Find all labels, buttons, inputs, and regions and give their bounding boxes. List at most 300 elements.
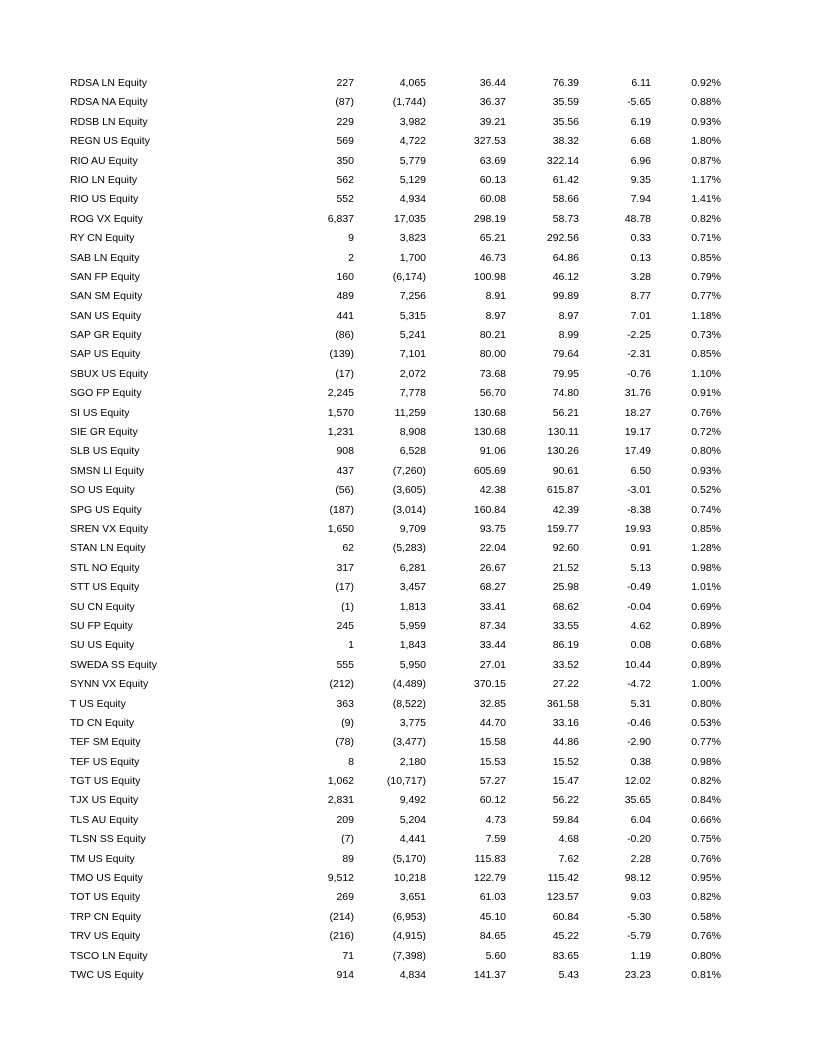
value-cell: 7.01	[630, 309, 651, 322]
ticker-cell: SREN VX Equity	[70, 522, 149, 535]
table-row	[0, 93, 816, 112]
value-cell: 71	[342, 949, 354, 962]
ticker-cell: SAP GR Equity	[70, 329, 142, 342]
value-cell: 80.00	[479, 348, 506, 361]
ticker-cell: STL NO Equity	[70, 561, 140, 574]
value-cell: 4,834	[399, 968, 426, 981]
value-cell: 33.41	[479, 600, 506, 613]
value-cell: 10.44	[624, 658, 651, 671]
value-cell: 0.74%	[691, 503, 721, 516]
value-cell: 441	[336, 309, 354, 322]
value-cell: 6.19	[630, 115, 651, 128]
value-cell: 32.85	[479, 697, 506, 710]
value-cell: 123.57	[546, 891, 579, 904]
table-row	[0, 869, 816, 888]
value-cell: 130.26	[546, 445, 579, 458]
value-cell: 48.78	[624, 212, 651, 225]
table-row	[0, 384, 816, 403]
value-cell: 0.89%	[691, 619, 721, 632]
value-cell: 1.28%	[691, 542, 721, 555]
table-row	[0, 287, 816, 306]
value-cell: -5.79	[627, 930, 651, 943]
value-cell: 0.33	[630, 232, 651, 245]
value-cell: 25.98	[552, 581, 579, 594]
value-cell: 9,512	[327, 872, 354, 885]
value-cell: 0.77%	[691, 290, 721, 303]
value-cell: 0.75%	[691, 833, 721, 846]
value-cell: 12.02	[624, 775, 651, 788]
value-cell: 59.84	[552, 813, 579, 826]
value-cell: 0.77%	[691, 736, 721, 749]
table-row	[0, 695, 816, 714]
value-cell: 4.62	[630, 619, 651, 632]
value-cell: 5,241	[399, 329, 426, 342]
value-cell: 68.27	[479, 581, 506, 594]
value-cell: 0.79%	[691, 270, 721, 283]
value-cell: (17)	[335, 367, 354, 380]
value-cell: 1,700	[399, 251, 426, 264]
value-cell: 2,072	[399, 367, 426, 380]
ticker-cell: RY CN Equity	[70, 232, 135, 245]
value-cell: 1,813	[399, 600, 426, 613]
value-cell: (139)	[329, 348, 354, 361]
value-cell: 27.01	[479, 658, 506, 671]
value-cell: 0.89%	[691, 658, 721, 671]
table-row	[0, 365, 816, 384]
value-cell: -5.30	[627, 910, 651, 923]
value-cell: 4,441	[399, 833, 426, 846]
table-row	[0, 656, 816, 675]
value-cell: -0.04	[627, 600, 651, 613]
value-cell: (10,717)	[386, 775, 426, 788]
table-row	[0, 210, 816, 229]
value-cell: 2,245	[327, 387, 354, 400]
value-cell: 0.95%	[691, 872, 721, 885]
value-cell: (17)	[335, 581, 354, 594]
table-row	[0, 947, 816, 966]
value-cell: 122.79	[473, 872, 506, 885]
value-cell: 1.80%	[691, 135, 721, 148]
value-cell: 5,950	[399, 658, 426, 671]
table-row	[0, 481, 816, 500]
value-cell: 63.69	[479, 154, 506, 167]
value-cell: 73.68	[479, 367, 506, 380]
value-cell: 79.64	[552, 348, 579, 361]
value-cell: 562	[336, 173, 354, 186]
ticker-cell: TGT US Equity	[70, 775, 141, 788]
value-cell: -2.31	[627, 348, 651, 361]
table-row	[0, 908, 816, 927]
table-row	[0, 268, 816, 287]
value-cell: 292.56	[546, 232, 579, 245]
value-cell: 908	[336, 445, 354, 458]
value-cell: 86.19	[552, 639, 579, 652]
value-cell: 17,035	[393, 212, 426, 225]
value-cell: 9	[348, 232, 354, 245]
value-cell: (1,744)	[392, 96, 426, 109]
value-cell: 9.03	[630, 891, 651, 904]
value-cell: 33.52	[552, 658, 579, 671]
value-cell: 8.97	[485, 309, 506, 322]
value-cell: 98.12	[624, 872, 651, 885]
value-cell: 7.59	[485, 833, 506, 846]
value-cell: 0.88%	[691, 96, 721, 109]
table-row	[0, 772, 816, 791]
value-cell: 5,129	[399, 173, 426, 186]
value-cell: 19.93	[624, 522, 651, 535]
value-cell: 4,934	[399, 193, 426, 206]
value-cell: 0.13	[630, 251, 651, 264]
value-cell: 1.01%	[691, 581, 721, 594]
value-cell: (56)	[335, 484, 354, 497]
value-cell: 4.73	[485, 813, 506, 826]
ticker-cell: TMO US Equity	[70, 872, 143, 885]
value-cell: 1,231	[327, 426, 354, 439]
value-cell: 0.38	[630, 755, 651, 768]
value-cell: 0.85%	[691, 522, 721, 535]
table-row	[0, 404, 816, 423]
ticker-cell: SBUX US Equity	[70, 367, 149, 380]
value-cell: 80.21	[479, 329, 506, 342]
value-cell: 18.27	[624, 406, 651, 419]
value-cell: (5,170)	[392, 852, 426, 865]
value-cell: 9,492	[399, 794, 426, 807]
table-row	[0, 326, 816, 345]
value-cell: 36.44	[479, 77, 506, 89]
value-cell: (86)	[335, 329, 354, 342]
value-cell: 15.52	[552, 755, 579, 768]
value-cell: 0.53%	[691, 716, 721, 729]
value-cell: 0.08	[630, 639, 651, 652]
value-cell: 21.52	[552, 561, 579, 574]
value-cell: 35.59	[552, 96, 579, 109]
value-cell: 61.42	[552, 173, 579, 186]
table-row	[0, 113, 816, 132]
table-row	[0, 617, 816, 636]
value-cell: 92.60	[552, 542, 579, 555]
table-row	[0, 152, 816, 171]
table-row	[0, 132, 816, 151]
value-cell: 1.10%	[691, 367, 721, 380]
value-cell: 60.84	[552, 910, 579, 923]
value-cell: 0.76%	[691, 852, 721, 865]
ticker-cell: TOT US Equity	[70, 891, 141, 904]
value-cell: (3,477)	[392, 736, 426, 749]
value-cell: 0.91	[630, 542, 651, 555]
ticker-cell: TRP CN Equity	[70, 910, 141, 923]
table-row	[0, 74, 816, 93]
ticker-cell: TRV US Equity	[70, 930, 141, 943]
ticker-cell: SU FP Equity	[70, 619, 133, 632]
table-row	[0, 675, 816, 694]
table-row	[0, 636, 816, 655]
value-cell: 0.80%	[691, 697, 721, 710]
value-cell: 141.37	[473, 968, 506, 981]
value-cell: 87.34	[479, 619, 506, 632]
table-row	[0, 539, 816, 558]
table-row	[0, 578, 816, 597]
value-cell: (6,953)	[392, 910, 426, 923]
value-cell: 91.06	[479, 445, 506, 458]
value-cell: 60.12	[479, 794, 506, 807]
value-cell: 7.94	[630, 193, 651, 206]
value-cell: 6.68	[630, 135, 651, 148]
value-cell: 68.62	[552, 600, 579, 613]
value-cell: 61.03	[479, 891, 506, 904]
value-cell: 35.65	[624, 794, 651, 807]
value-cell: 79.95	[552, 367, 579, 380]
value-cell: 46.12	[552, 270, 579, 283]
value-cell: 160.84	[473, 503, 506, 516]
table-row	[0, 501, 816, 520]
value-cell: 3,982	[399, 115, 426, 128]
value-cell: 58.73	[552, 212, 579, 225]
value-cell: 363	[336, 697, 354, 710]
value-cell: (8,522)	[392, 697, 426, 710]
value-cell: 26.67	[479, 561, 506, 574]
value-cell: 7,101	[399, 348, 426, 361]
ticker-cell: SAB LN Equity	[70, 251, 140, 264]
value-cell: 6,281	[399, 561, 426, 574]
value-cell: 0.52%	[691, 484, 721, 497]
ticker-cell: REGN US Equity	[70, 135, 150, 148]
ticker-cell: TLSN SS Equity	[70, 833, 146, 846]
value-cell: 2.28	[630, 852, 651, 865]
ticker-cell: RDSA LN Equity	[70, 77, 148, 89]
value-cell: 58.66	[552, 193, 579, 206]
value-cell: 0.82%	[691, 891, 721, 904]
value-cell: 6.96	[630, 154, 651, 167]
value-cell: 36.37	[479, 96, 506, 109]
value-cell: (212)	[329, 678, 354, 691]
value-cell: 1,062	[327, 775, 354, 788]
value-cell: 15.47	[552, 775, 579, 788]
value-cell: 56.21	[552, 406, 579, 419]
value-cell: -2.25	[627, 329, 651, 342]
value-cell: 0.98%	[691, 561, 721, 574]
value-cell: 62	[342, 542, 354, 555]
value-cell: 60.13	[479, 173, 506, 186]
value-cell: (78)	[335, 736, 354, 749]
value-cell: 44.70	[479, 716, 506, 729]
value-cell: 19.17	[624, 426, 651, 439]
ticker-cell: ROG VX Equity	[70, 212, 143, 225]
value-cell: 130.68	[473, 426, 506, 439]
value-cell: 56.22	[552, 794, 579, 807]
ticker-cell: STAN LN Equity	[70, 542, 146, 555]
value-cell: 31.76	[624, 387, 651, 400]
value-cell: (3,014)	[392, 503, 426, 516]
value-cell: 6,837	[327, 212, 354, 225]
value-cell: 229	[336, 115, 354, 128]
value-cell: 160	[336, 270, 354, 283]
value-cell: 35.56	[552, 115, 579, 128]
value-cell: (4,489)	[392, 678, 426, 691]
value-cell: 0.85%	[691, 251, 721, 264]
value-cell: 46.73	[479, 251, 506, 264]
ticker-cell: RIO AU Equity	[70, 154, 138, 167]
ticker-cell: RIO LN Equity	[70, 173, 138, 186]
value-cell: 0.80%	[691, 949, 721, 962]
value-cell: 2,831	[327, 794, 354, 807]
value-cell: 5.60	[485, 949, 506, 962]
ticker-cell: SAN SM Equity	[70, 290, 143, 303]
ticker-cell: TEF US Equity	[70, 755, 140, 768]
value-cell: 23.23	[624, 968, 651, 981]
value-cell: 100.98	[473, 270, 506, 283]
table-row	[0, 423, 816, 442]
value-cell: 489	[336, 290, 354, 303]
value-cell: -0.49	[627, 581, 651, 594]
value-cell: 5.13	[630, 561, 651, 574]
value-cell: 3,823	[399, 232, 426, 245]
value-cell: 0.93%	[691, 464, 721, 477]
table-row	[0, 190, 816, 209]
value-cell: 0.91%	[691, 387, 721, 400]
value-cell: 1.18%	[691, 309, 721, 322]
value-cell: 1,843	[399, 639, 426, 652]
value-cell: 605.69	[473, 464, 506, 477]
value-cell: 437	[336, 464, 354, 477]
value-cell: 4,065	[399, 77, 426, 89]
value-cell: 0.69%	[691, 600, 721, 613]
value-cell: 209	[336, 813, 354, 826]
value-cell: 5.31	[630, 697, 651, 710]
table-row	[0, 520, 816, 539]
ticker-cell: TLS AU Equity	[70, 813, 139, 826]
value-cell: 3.28	[630, 270, 651, 283]
value-cell: -0.20	[627, 833, 651, 846]
value-cell: 27.22	[552, 678, 579, 691]
value-cell: 0.80%	[691, 445, 721, 458]
table-row	[0, 442, 816, 461]
value-cell: 0.58%	[691, 910, 721, 923]
table-row	[0, 307, 816, 326]
value-cell: 1.41%	[691, 193, 721, 206]
value-cell: 93.75	[479, 522, 506, 535]
value-cell: 322.14	[546, 154, 579, 167]
value-cell: 76.39	[552, 77, 579, 89]
ticker-cell: RDSA NA Equity	[70, 96, 148, 109]
value-cell: 350	[336, 154, 354, 167]
value-cell: 0.85%	[691, 348, 721, 361]
table-row	[0, 966, 816, 985]
value-cell: 569	[336, 135, 354, 148]
value-cell: 1,570	[327, 406, 354, 419]
value-cell: 8.77	[630, 290, 651, 303]
value-cell: -3.01	[627, 484, 651, 497]
value-cell: 3,651	[399, 891, 426, 904]
ticker-cell: SMSN LI Equity	[70, 464, 145, 477]
value-cell: 65.21	[479, 232, 506, 245]
value-cell: 6.50	[630, 464, 651, 477]
value-cell: 5,779	[399, 154, 426, 167]
value-cell: 8	[348, 755, 354, 768]
value-cell: 0.68%	[691, 639, 721, 652]
value-cell: 0.84%	[691, 794, 721, 807]
ticker-cell: TSCO LN Equity	[70, 949, 148, 962]
value-cell: (216)	[329, 930, 354, 943]
ticker-cell: SYNN VX Equity	[70, 678, 149, 691]
value-cell: (214)	[329, 910, 354, 923]
value-cell: 10,218	[393, 872, 426, 885]
value-cell: 83.65	[552, 949, 579, 962]
value-cell: 9.35	[630, 173, 651, 186]
value-cell: 298.19	[473, 212, 506, 225]
value-cell: -0.76	[627, 367, 651, 380]
value-cell: 33.55	[552, 619, 579, 632]
table-row	[0, 811, 816, 830]
value-cell: 0.73%	[691, 329, 721, 342]
value-cell: -2.90	[627, 736, 651, 749]
value-cell: 42.39	[552, 503, 579, 516]
value-cell: (7,260)	[392, 464, 426, 477]
ticker-cell: SO US Equity	[70, 484, 135, 497]
value-cell: 5,204	[399, 813, 426, 826]
value-cell: 64.86	[552, 251, 579, 264]
value-cell: 5,315	[399, 309, 426, 322]
value-cell: 0.93%	[691, 115, 721, 128]
ticker-cell: TEF SM Equity	[70, 736, 141, 749]
value-cell: 0.72%	[691, 426, 721, 439]
table-row	[0, 345, 816, 364]
ticker-cell: SGO FP Equity	[70, 387, 142, 400]
ticker-cell: TWC US Equity	[70, 968, 144, 981]
value-cell: 361.58	[546, 697, 579, 710]
value-cell: 0.71%	[691, 232, 721, 245]
value-cell: 56.70	[479, 387, 506, 400]
value-cell: -0.46	[627, 716, 651, 729]
ticker-cell: T US Equity	[70, 697, 126, 710]
value-cell: 99.89	[552, 290, 579, 303]
value-cell: (3,605)	[392, 484, 426, 497]
value-cell: 159.77	[546, 522, 579, 535]
value-cell: 44.86	[552, 736, 579, 749]
table-row	[0, 927, 816, 946]
table-row	[0, 714, 816, 733]
table-row	[0, 462, 816, 481]
value-cell: 45.10	[479, 910, 506, 923]
value-cell: 60.08	[479, 193, 506, 206]
value-cell: 914	[336, 968, 354, 981]
ticker-cell: STT US Equity	[70, 581, 140, 594]
value-cell: 3,775	[399, 716, 426, 729]
value-cell: 615.87	[546, 484, 579, 497]
value-cell: 11,259	[394, 406, 426, 419]
value-cell: 6.11	[631, 77, 651, 89]
ticker-cell: SWEDA SS Equity	[70, 658, 157, 671]
table-row	[0, 850, 816, 869]
ticker-cell: SU US Equity	[70, 639, 135, 652]
value-cell: 0.82%	[691, 212, 721, 225]
table-row	[0, 598, 816, 617]
value-cell: 8,908	[399, 426, 426, 439]
ticker-cell: SU CN Equity	[70, 600, 135, 613]
value-cell: 227	[336, 77, 354, 89]
value-cell: 555	[336, 658, 354, 671]
table-row	[0, 888, 816, 907]
value-cell: 5.43	[558, 968, 579, 981]
table-row	[0, 753, 816, 772]
ticker-cell: TD CN Equity	[70, 716, 135, 729]
value-cell: 1.00%	[691, 678, 721, 691]
value-cell: 130.11	[547, 426, 579, 439]
value-cell: 45.22	[552, 930, 579, 943]
value-cell: 84.65	[479, 930, 506, 943]
ticker-cell: SIE GR Equity	[70, 426, 138, 439]
value-cell: 1.19	[630, 949, 651, 962]
value-cell: 0.98%	[691, 755, 721, 768]
